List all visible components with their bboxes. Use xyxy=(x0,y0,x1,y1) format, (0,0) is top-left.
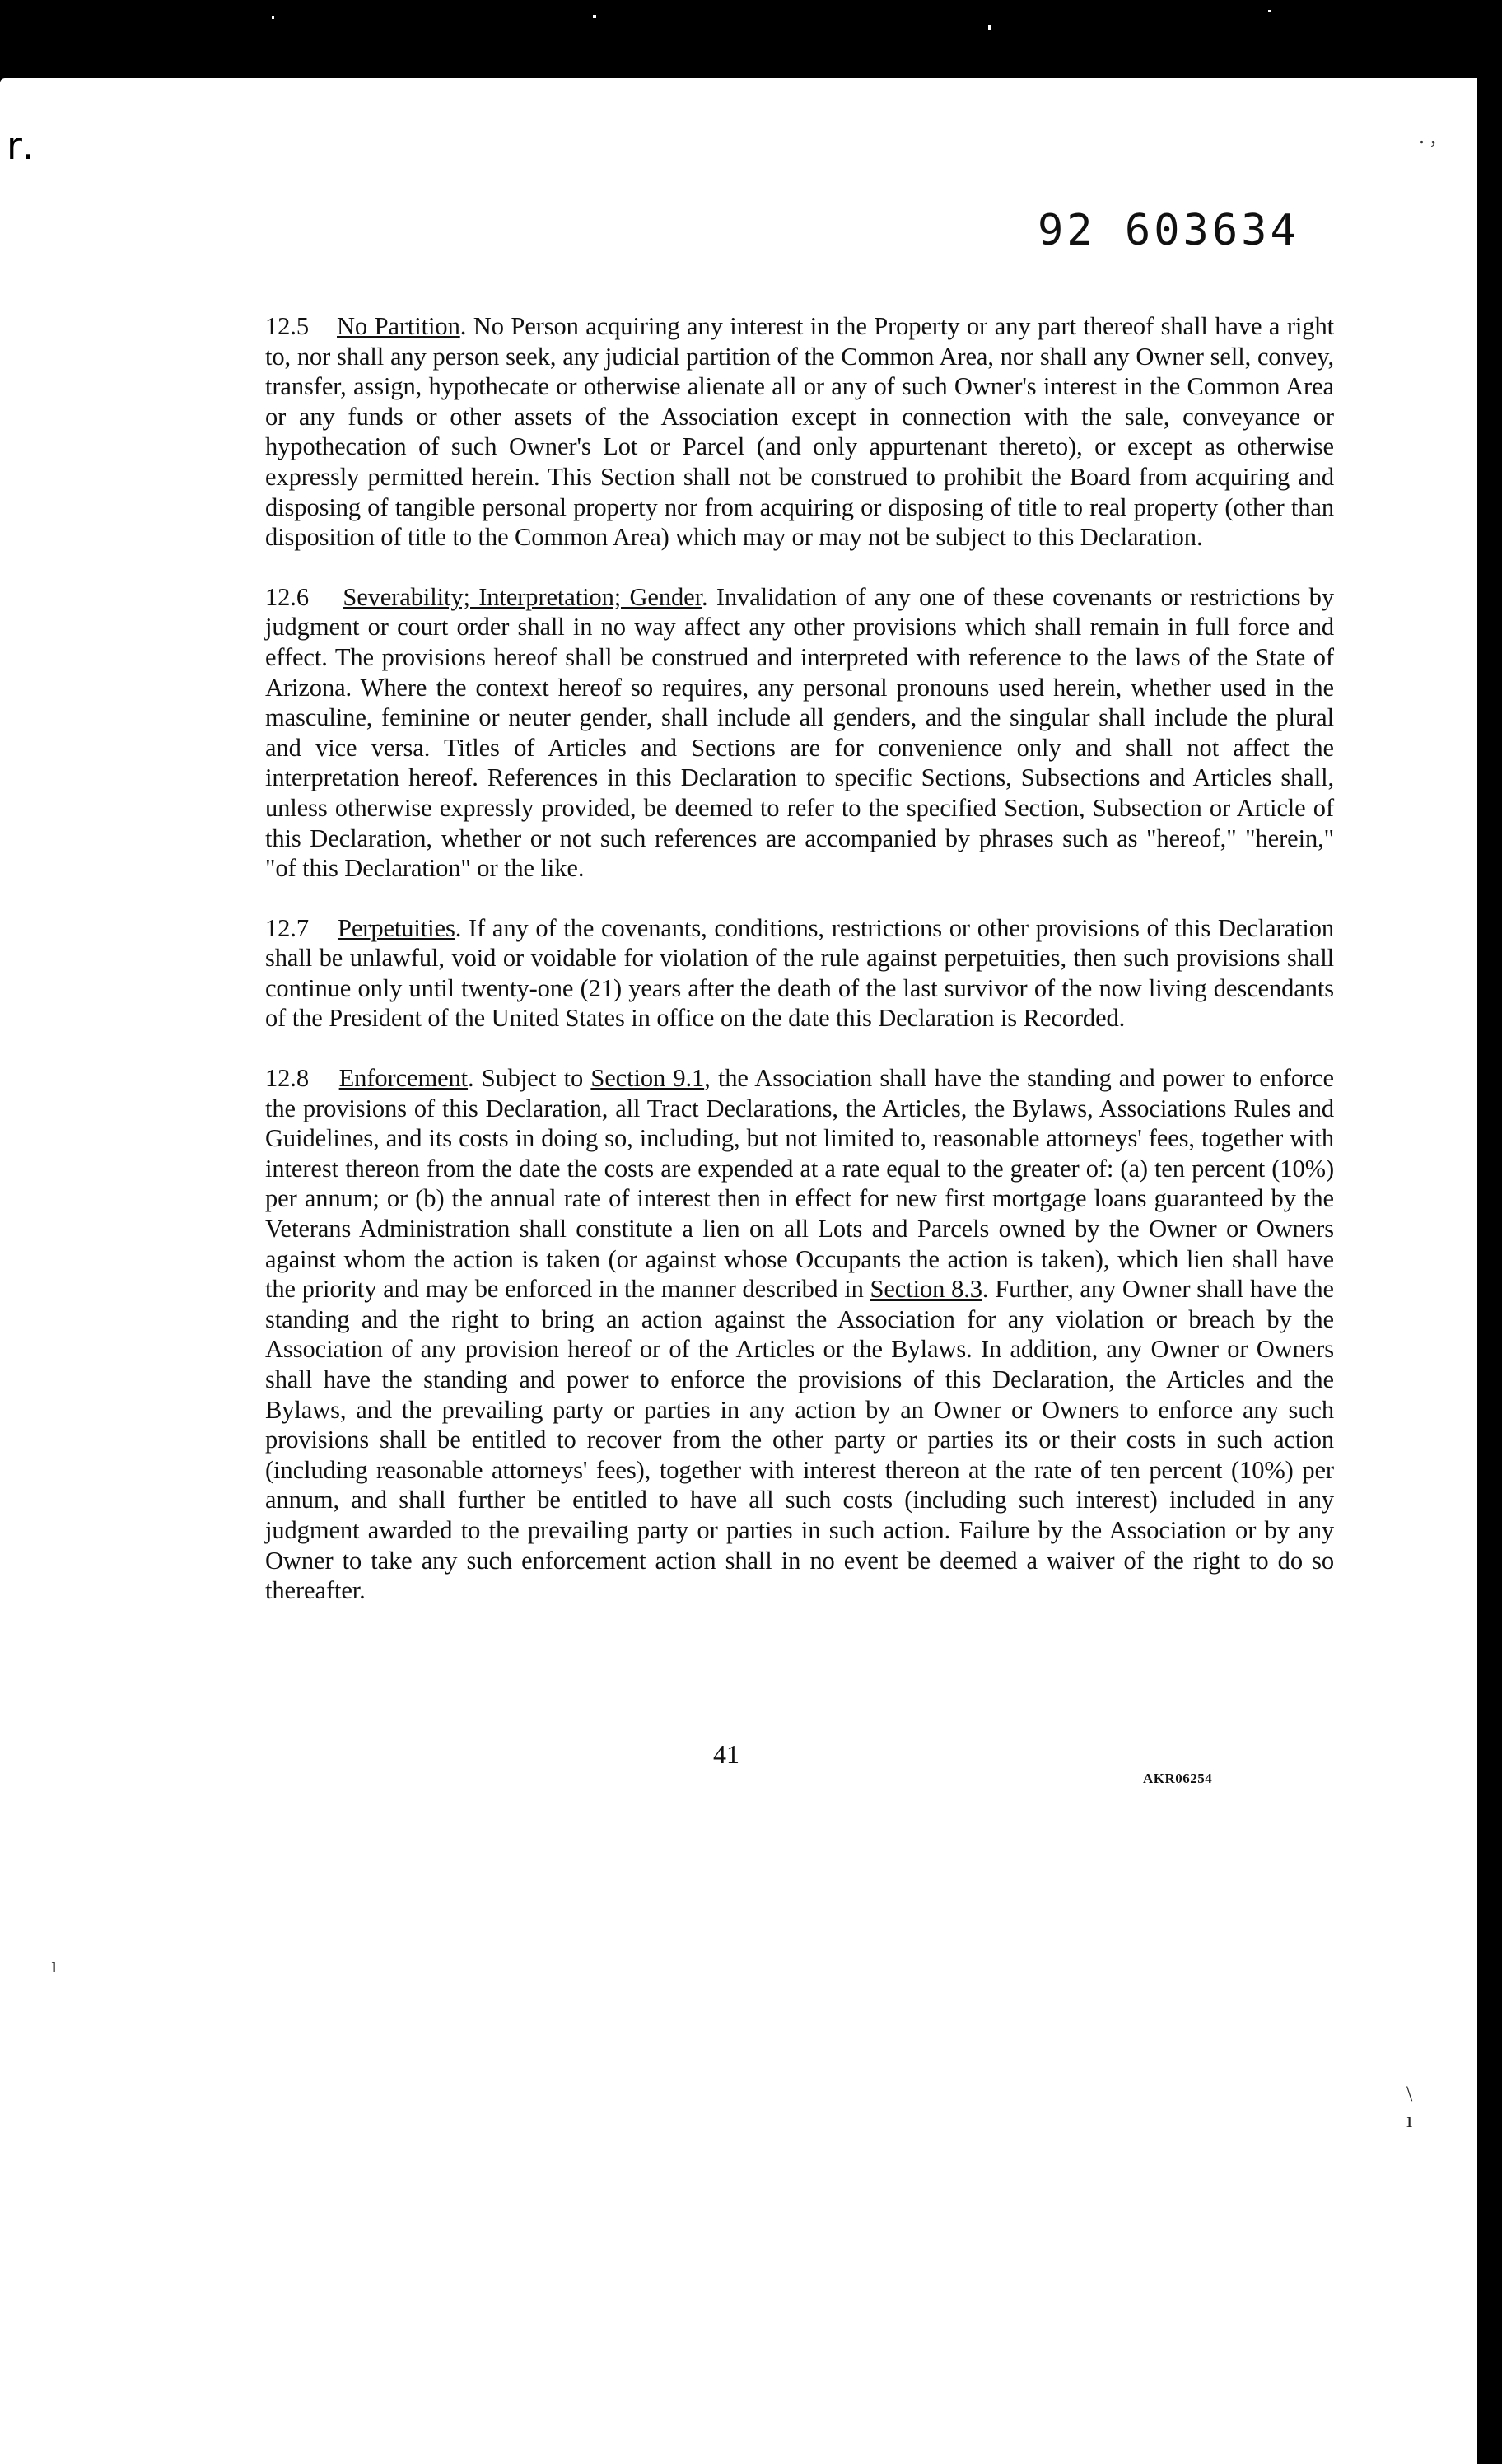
scan-speck xyxy=(593,15,596,18)
document-number: 92 603634 xyxy=(1038,206,1299,255)
section-text: . Invalidation of any one of these covenants or restrictions by judgment or court order shall in no way affect any other provisions which shall remain in full force and effect. The provisions hereof shall be construed and interpreted with reference to the laws of the State of Arizona. Where the context hereof so requires, any personal pronouns used herein, whether used in the masculine, feminine or neuter gender, shall include all genders, and the singular shall include the plural and vice versa. Titles of Articles and Sections are for convenience only and shall not affect the interpretation hereof. References in this Declaration to specific Sections, Subsections and Articles shall, unless otherwise expressly provided, be deemed to refer to the specified Section, Subsection or Article of this Declaration, whether or not such references are accompanied by phrases such as "hereof," "herein," "of this Declaration" or the like. xyxy=(265,582,1334,883)
section-12-8 xyxy=(117,1063,1334,1606)
corner-dots: . , xyxy=(1419,124,1436,149)
section-reference: Section 9.1 xyxy=(590,1064,705,1093)
section-text: . No Person acquiring any interest in the Property or any part thereof shall have a right to, nor shall any person seek, any judicial partition of the Common Area, nor shall any Owner sell, convey, transfer, assign, hypothecate or otherwise alienate all or any of such Owner's interest in the Common Area or any funds or other assets of the Association except in connection with the sale, conveyance or hypothecation of such Owner's Lot or Parcel (and only appurtenant thereto), or except as otherwise expressly permitted herein. This Section shall not be construed to prohibit the Board from acquiring and disposing of tangible personal property nor from acquiring or disposing of title to real property (other than disposition of title to the Common Area) which may or may not be subject to this Declaration. xyxy=(265,312,1334,552)
section-heading: No Partition xyxy=(337,312,460,340)
scan-mark: ı xyxy=(51,1953,58,1977)
scan-mark: \ xyxy=(1406,2082,1413,2106)
section-12-7 xyxy=(117,913,1334,1034)
section-number: 12.5 xyxy=(265,312,309,340)
section-heading: Enforcement xyxy=(338,1064,469,1093)
page-edge xyxy=(0,78,1482,128)
section-12-5 xyxy=(117,311,1334,553)
bates-number: AKR06254 xyxy=(1143,1771,1213,1786)
section-text: , the Association shall have the standing and power to enforce the provisions of this Declaration, all Tract Declarations, the Articles, the Bylaws, Associations Rules and Guidelines, and its costs in doing so, including, but not limited to, reasonable attorneys' fees, together with interest thereon from the date the costs are expended at a rate equal to the greater of: (a) ten percent (10%) per annum; or (b) the annual rate of interest then in effect for new first mortgage loans guaranteed by the Veterans Administration shall constitute a lien on all Lots and Parcels owned by the Owner or Owners against whom the action is taken (or against whose Occupants the action is taken), which lien shall have the priority and may be enforced in the manner described in xyxy=(265,1064,1334,1304)
section-heading: Perpetuities xyxy=(337,913,455,942)
scan-border-top xyxy=(0,0,1502,99)
section-12-6 xyxy=(117,582,1334,884)
scan-mark: ı xyxy=(1406,2108,1413,2132)
scan-speck xyxy=(988,25,991,30)
section-heading: Severability; Interpretation; Gender xyxy=(343,582,702,611)
section-text: . Further, any Owner shall have the standing and the right to bring an action against the Association for any violation or breach by the Association of any provision hereof or of the Articles or the Bylaws. In addition, any Owner or Owners shall have the standing and power to enforce the provisions of this Declaration, the Articles and the Bylaws, and the prevailing party or parties in any action by an Owner or Owners to enforce any such provisions shall be entitled to recover from the other party or parties its or their costs in such action (including reasonable attorneys' fees), together with interest thereon at the rate of ten percent (10%) per annum, and shall further be entitled to have all such costs (including such interest) included in any judgment awarded to the prevailing party or parties in such action. Failure by the Association or by any Owner to take any such enforcement action shall in no event be deemed a waiver of the right to do so thereafter. xyxy=(265,1275,1334,1605)
section-number: 12.6 xyxy=(265,582,309,611)
section-reference: Section 8.3 xyxy=(870,1275,982,1304)
page-number: 41 xyxy=(713,1739,739,1769)
scan-border-right xyxy=(1477,0,1502,2464)
scan-speck xyxy=(272,16,274,19)
document-body xyxy=(117,311,1334,1636)
section-text: . Subject to xyxy=(468,1064,591,1093)
section-number: 12.7 xyxy=(265,913,309,942)
corner-mark: r. xyxy=(7,124,38,168)
section-text: . If any of the covenants, conditions, restrictions or other provisions of this Declaration shall be unlawful, void or voidable for violation of the rule against perpetuities, then such provisions shall continue only until twenty-one (21) years after the death of the last survivor of the now living descendants of the President of the United States in office on the date this Declaration is Recorded. xyxy=(265,913,1334,1033)
section-number: 12.8 xyxy=(265,1064,309,1093)
scan-speck xyxy=(1268,10,1271,12)
